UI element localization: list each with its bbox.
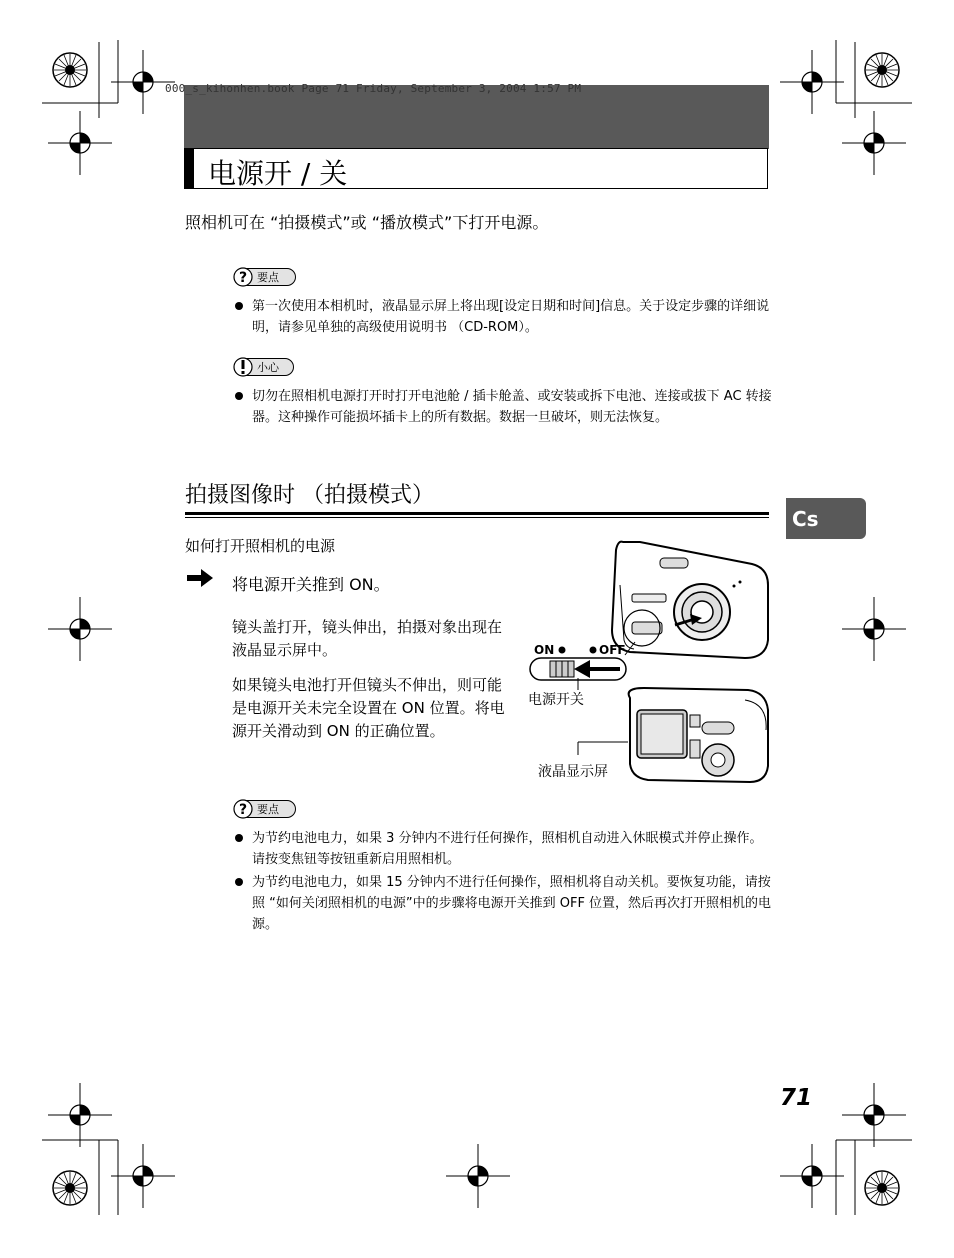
lcd-label: 液晶显示屏 <box>538 764 608 780</box>
step-text: 将电源开关推到 ON。 <box>232 575 390 594</box>
off-label: OFF <box>599 643 626 657</box>
section-rule <box>185 512 769 515</box>
camera-illustration <box>520 530 775 785</box>
power-switch-label: 电源开关 <box>528 692 584 708</box>
tips-list <box>233 828 773 935</box>
tips-badge <box>234 800 296 818</box>
subsection-title: 如何打开照相机的电源 <box>185 537 336 555</box>
section-rule-thin <box>185 517 769 518</box>
on-label: ON <box>534 643 555 657</box>
section-title: 拍摄图像时 （拍摄模式） <box>185 483 434 508</box>
paragraph: 如果镜头电池打开但镜头不伸出，则可能是电源开关未完全设置在 ON 位置。将电源开关滑动到 ON 的正确位置。 <box>232 676 505 740</box>
list-item: 切勿在照相机电源打开时打开电池舱 / 插卡舱盖、或安装或拆下电池、连接或拔下 AC 转接器。这种操作可能损坏插卡上的所有数据。数据一旦破坏，则无法恢复。 <box>233 386 773 428</box>
intro-text: 照相机可在 “拍摄模式”或 “播放模式”下打开电源。 <box>185 213 549 232</box>
page-number: 71 <box>780 1085 813 1111</box>
caution-label: 小心 <box>257 361 279 374</box>
question-icon <box>233 267 253 287</box>
page-title: 电源开 / 关 <box>208 157 348 190</box>
exclamation-icon <box>233 357 253 377</box>
arrow-right-icon <box>185 567 215 589</box>
camera-back-image <box>629 688 768 782</box>
list-item: 为节约电池电力，如果 3 分钟内不进行任何操作，照相机自动进入休眠模式并停止操作。请按变焦钮等按钮重新启用照相机。 <box>233 828 773 870</box>
book-header: 000_s_kihonhen.book Page 71 Friday, September 3, 2004 1:57 PM <box>165 82 582 95</box>
tips-label: 要点 <box>257 271 279 284</box>
list-item: 为节约电池电力，如果 15 分钟内不进行任何操作，照相机将自动关机。要恢复功能，请按照 “如何关闭照相机的电源”中的步骤将电源开关推到 OFF 位置，然后再次打开照相机的电源。 <box>233 872 773 935</box>
title-box <box>184 148 768 189</box>
tips-label: 要点 <box>257 803 279 816</box>
tips-badge <box>234 268 296 286</box>
caution-badge <box>234 358 294 376</box>
tips-list <box>233 296 773 338</box>
camera-front-image <box>612 542 768 658</box>
language-tab: Cs <box>786 498 866 539</box>
paragraph: 镜头盖打开，镜头伸出，拍摄对象出现在液晶显示屏中。 <box>232 618 503 659</box>
question-icon <box>233 799 253 819</box>
svg-text:?: ? <box>238 270 248 286</box>
caution-list <box>233 386 773 428</box>
list-item: 第一次使用本相机时，液晶显示屏上将出现[设定日期和时间]信息。关于设定步骤的详细说明，请参见单独的高级使用说明书 （CD-ROM）。 <box>233 296 773 338</box>
svg-text:?: ? <box>238 802 248 818</box>
